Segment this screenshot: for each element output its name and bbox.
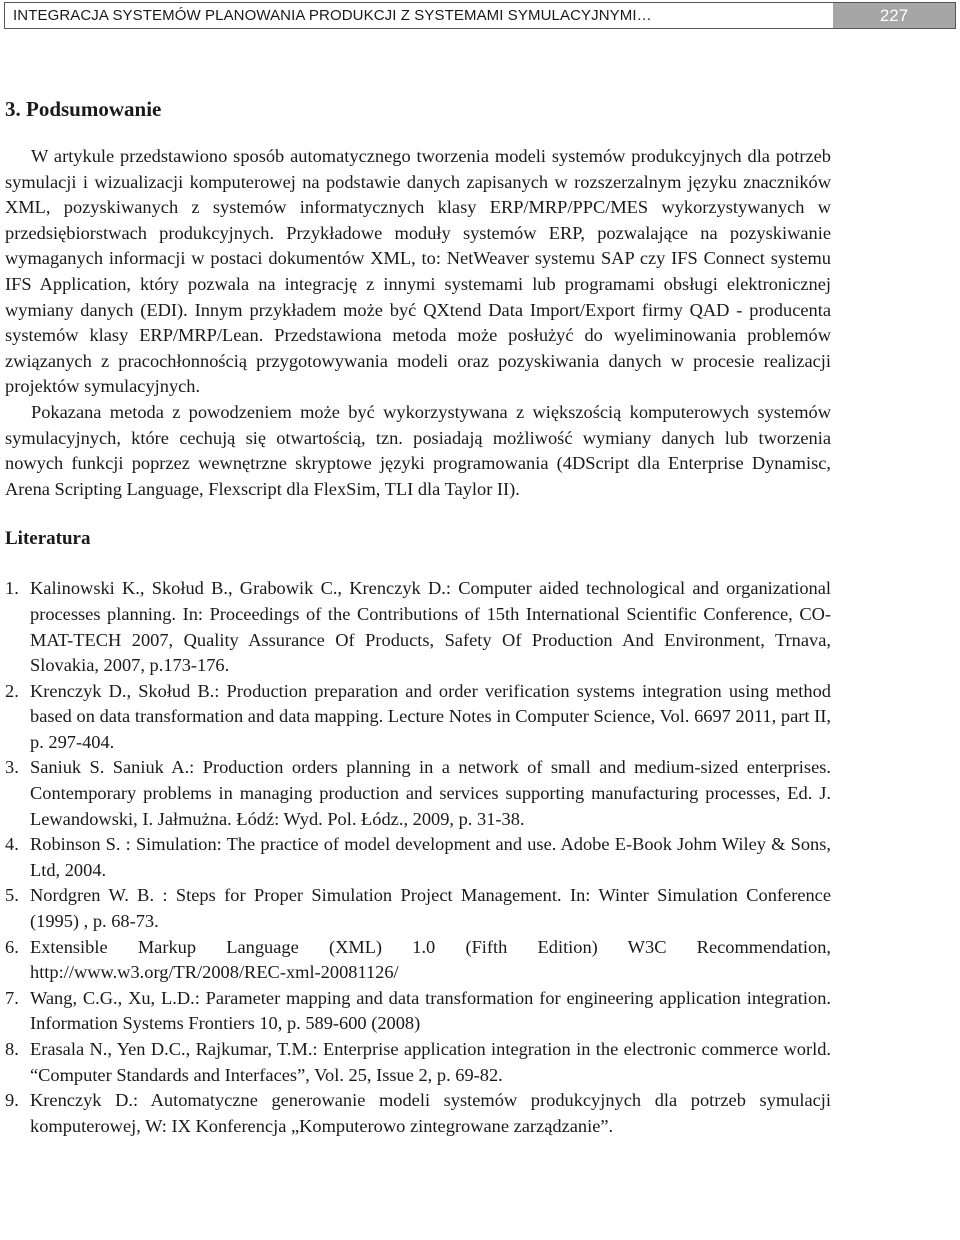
reference-list	[5, 576, 831, 1139]
reference-item	[5, 986, 831, 1037]
reference-number: 9.	[5, 1090, 19, 1111]
reference-number: 3.	[5, 757, 19, 778]
reference-number: 1.	[5, 578, 19, 599]
reference-text: Krenczyk D.: Automatyczne generowanie modeli systemów produkcyjnych dla potrzeb symulacji komputerowej, W: IX Konferencja „Komputerowo zintegrowane zarządzanie”.	[30, 1090, 831, 1136]
reference-text: Krenczyk D., Skołud B.: Production preparation and order verification systems integration using method based on data transformation and data mapping. Lecture Notes in Computer Science, Vol. 6697 2011, part II, p. 297-404.	[30, 680, 831, 752]
reference-item	[5, 755, 831, 832]
reference-item	[5, 832, 831, 883]
reference-text: Nordgren W. B. : Steps for Proper Simulation Project Management. In: Winter Simulation Conference (1995) , p. 68-73.	[30, 885, 831, 932]
reference-text: Robinson S. : Simulation: The practice of model development and use. Adobe E-Book Johm Wiley & Sons, Ltd, 2004.	[30, 834, 831, 880]
reference-number: 7.	[5, 987, 19, 1008]
reference-text: Erasala N., Yen D.C., Rajkumar, T.M.: Enterprise application integration in the electronic commerce world. “Computer Standards and Interfaces”, Vol. 25, Issue 2, p. 69-82.	[30, 1039, 831, 1085]
summary-paragraph-2: Pokazana metoda z powodzeniem może być wykorzystywana z większością komputerowych systemów symulacyjnych, które cechują się otwartością, tzn. posiadają możliwość wymiany danych lub tworzenia nowych funkcji poprzez wewnętrzne skryptowe języki programowania (4DScript dla Enterprise Dynamisc, Arena Scripting Language, Flexscript dla FlexSim, TLI dla Taylor II).	[5, 401, 831, 499]
page-number: 227	[833, 3, 955, 28]
running-header	[4, 2, 956, 29]
reference-number: 6.	[5, 936, 19, 957]
running-header-title: INTEGRACJA SYSTEMÓW PLANOWANIA PRODUKCJI Z SYSTEMAMI SYMULACYJNYMI…	[13, 7, 652, 24]
reference-number: 4.	[5, 834, 19, 855]
reference-number: 8.	[5, 1039, 19, 1059]
reference-item	[5, 679, 831, 756]
section-title: 3. Podsumowanie	[5, 97, 162, 121]
reference-number: 5.	[5, 885, 19, 906]
reference-item	[5, 935, 831, 986]
reference-text: Wang, C.G., Xu, L.D.: Parameter mapping and data transformation for engineering application integration. Information Systems Frontiers 10, p. 589-600 (2008)	[30, 987, 831, 1034]
reference-item	[5, 1088, 831, 1139]
reference-item	[5, 576, 831, 678]
page-body	[5, 96, 831, 1139]
reference-item	[5, 1037, 831, 1088]
reference-text: Extensible Markup Language (XML) 1.0 (Fifth Edition) W3C Recommendation, http://www.w3.org/TR/2008/REC-xml-20081126/	[30, 936, 831, 983]
summary-paragraph-1: W artykule przedstawiono sposób automatycznego tworzenia modeli systemów produkcyjnych dla potrzeb symulacji i wizualizacji komputerowej na podstawie danych zapisanych w rozszerzalnym języku znaczników XML, pozyskiwanych z systemów informatycznych klasy ERP/MRP/PPC/MES wykorzystywanych w przedsiębiorstwach produkcyjnych. Przykładowe moduły systemów ERP, pozwalające na pozyskiwanie wymaganych informacji w postaci dokumentów XML, to: NetWeaver systemu SAP czy IFS Connect systemu IFS Application, który pozwala na integrację z innymi systemami lub programami obsługi elektronicznej wymiany danych (EDI). Innym przykładem może być QXtend Data Import/Export firmy QAD - producenta systemów klasy ERP/MRP/Lean. Przedstawiona metoda może posłużyć do wyeliminowania problemów związanych z pracochłonnością przygotowywania modeli oraz pozyskiwania danych w procesie realizacji projektów symulacyjnych.	[5, 146, 831, 397]
reference-text: Kalinowski K., Skołud B., Grabowik C., Krenczyk D.: Computer aided technological and organizational processes planning. In: Proceedings of the Contributions of 15th International Scientific Conference, CO-MAT-TECH 2007, Quality Assurance Of Products, Safety Of Production And Environment, Trnava, Slovakia, 2007, p.173-176.	[30, 578, 831, 676]
reference-item	[5, 883, 831, 934]
reference-number: 2.	[5, 680, 19, 701]
reference-text: Saniuk S. Saniuk A.: Production orders planning in a network of small and medium-sized enterprises. Contemporary problems in managing production and services supporting manufacturing processes, Ed. J. Lewandowski, I. Jałmużna. Łódź: Wyd. Pol. Łódz., 2009, p. 31-38.	[30, 757, 831, 829]
literature-title: Literatura	[5, 528, 91, 550]
